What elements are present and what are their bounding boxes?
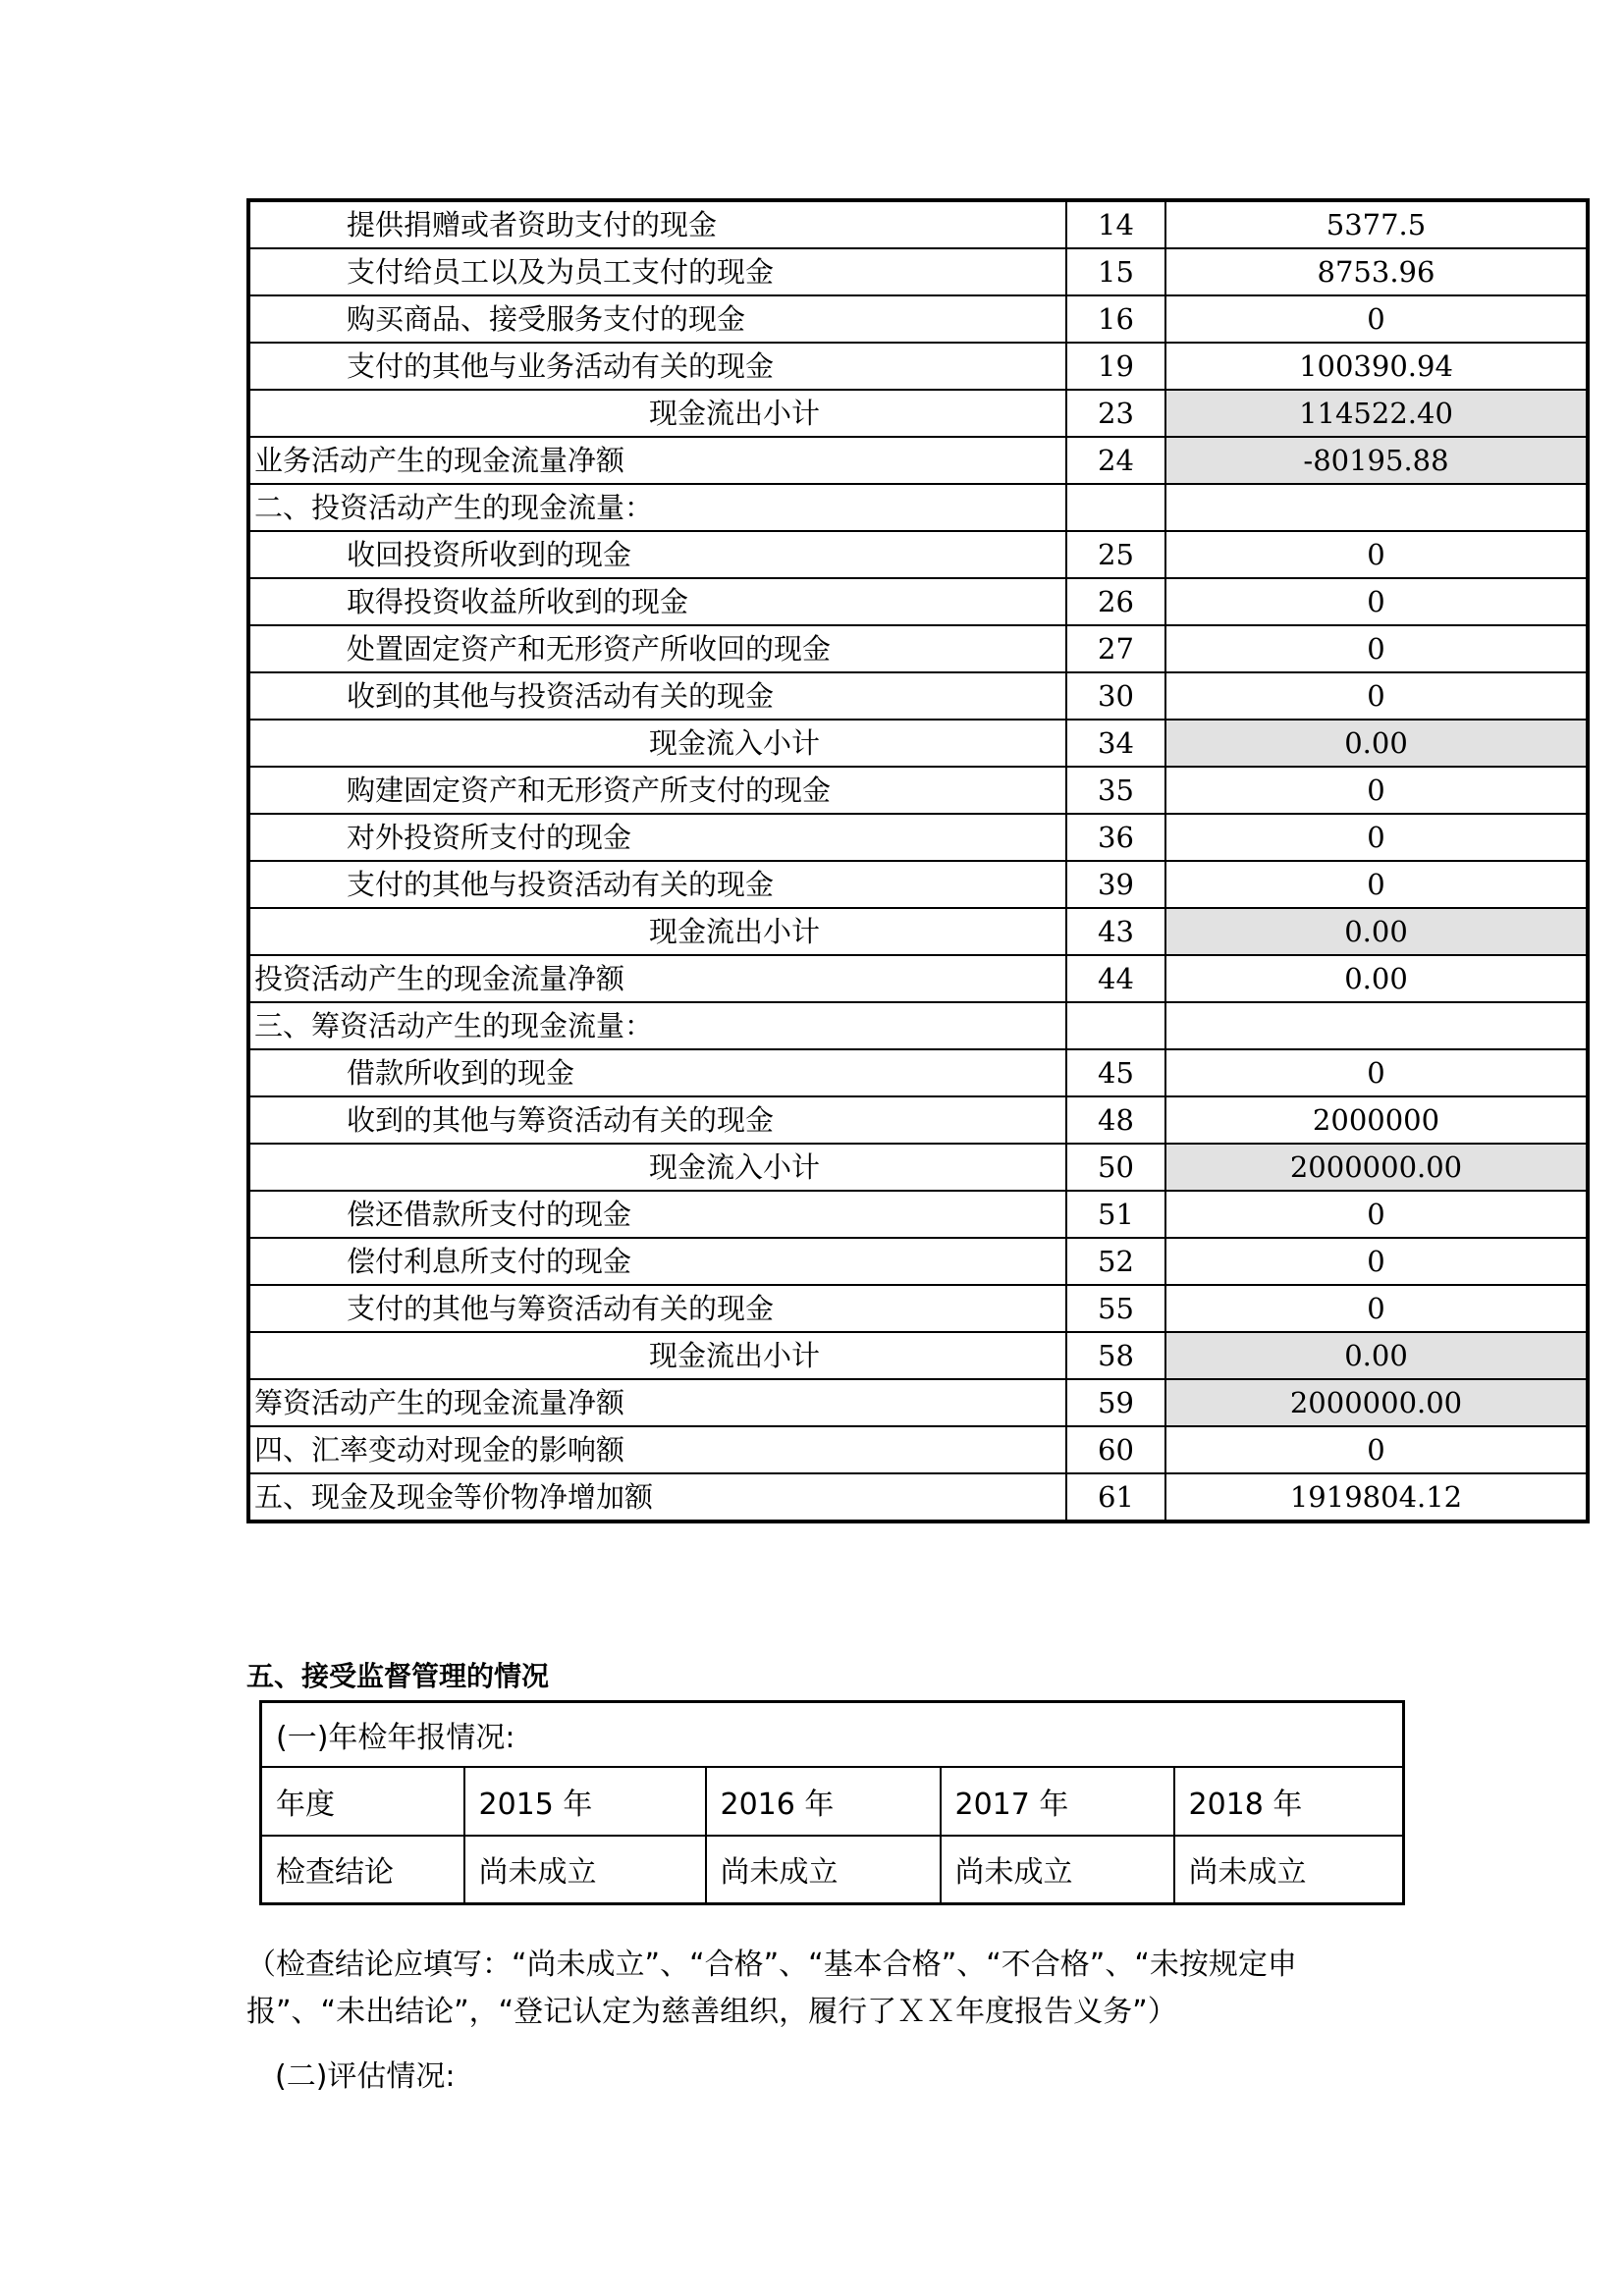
cash-flow-row [248,1049,1588,1096]
annual-review-table [259,1700,1405,1905]
year-cell: 2016 年 [706,1767,941,1836]
item-name: 现金流出小计 [248,1332,1066,1379]
result-cell: 尚未成立 [941,1836,1174,1904]
line-number [1066,1002,1165,1049]
cash-flow-row [248,955,1588,1002]
result-cell: 尚未成立 [706,1836,941,1904]
cash-flow-row [248,814,1588,861]
cash-flow-table [246,198,1590,1523]
line-number: 44 [1066,955,1165,1002]
item-name: 收到的其他与投资活动有关的现金 [248,672,1066,720]
amount: 8753.96 [1165,248,1588,295]
line-number: 50 [1066,1144,1165,1191]
item-name: 业务活动产生的现金流量净额 [248,437,1066,484]
annual-review-heading: (一)年检年报情况: [261,1702,1404,1767]
line-number: 26 [1066,578,1165,625]
item-name: 支付的其他与投资活动有关的现金 [248,861,1066,908]
amount: 100390.94 [1165,343,1588,390]
line-number: 45 [1066,1049,1165,1096]
item-name: 购买商品、接受服务支付的现金 [248,295,1066,343]
item-name: 提供捐赠或者资助支付的现金 [248,200,1066,248]
amount: 0.00 [1165,955,1588,1002]
line-number [1066,484,1165,531]
cash-flow-row [248,437,1588,484]
amount: 0 [1165,531,1588,578]
line-number: 23 [1066,390,1165,437]
review-heading-row [261,1702,1404,1767]
result-cell: 尚未成立 [1174,1836,1404,1904]
amount: 114522.40 [1165,390,1588,437]
line-number: 15 [1066,248,1165,295]
amount: 0.00 [1165,1332,1588,1379]
cash-flow-row [248,1473,1588,1522]
item-name: 筹资活动产生的现金流量净额 [248,1379,1066,1426]
amount: 0 [1165,1426,1588,1473]
amount [1165,1002,1588,1049]
item-name: 支付的其他与筹资活动有关的现金 [248,1285,1066,1332]
cash-flow-row [248,1002,1588,1049]
item-name: 现金流出小计 [248,390,1066,437]
year-label: 年度 [261,1767,464,1836]
amount: 0 [1165,625,1588,672]
line-number: 34 [1066,720,1165,767]
cash-flow-row [248,484,1588,531]
item-name: 支付的其他与业务活动有关的现金 [248,343,1066,390]
amount: -80195.88 [1165,437,1588,484]
evaluation-heading: (二)评估情况: [275,2059,456,2094]
amount: 5377.5 [1165,200,1588,248]
cash-flow-row [248,200,1588,248]
line-number: 35 [1066,767,1165,814]
item-name: 处置固定资产和无形资产所收回的现金 [248,625,1066,672]
line-number: 39 [1066,861,1165,908]
amount: 0 [1165,814,1588,861]
item-name: 现金流入小计 [248,1144,1066,1191]
cash-flow-row [248,531,1588,578]
item-name: 借款所收到的现金 [248,1049,1066,1096]
line-number: 36 [1066,814,1165,861]
line-number: 25 [1066,531,1165,578]
amount: 0 [1165,767,1588,814]
item-name: 偿付利息所支付的现金 [248,1238,1066,1285]
amount: 1919804.12 [1165,1473,1588,1522]
line-number: 60 [1066,1426,1165,1473]
cash-flow-row [248,1096,1588,1144]
amount: 2000000 [1165,1096,1588,1144]
cash-flow-row [248,1285,1588,1332]
cash-flow-row [248,343,1588,390]
year-cell: 2018 年 [1174,1767,1404,1836]
line-number: 55 [1066,1285,1165,1332]
amount: 0 [1165,1191,1588,1238]
item-name: 现金流入小计 [248,720,1066,767]
cash-flow-row [248,861,1588,908]
item-name: 四、汇率变动对现金的影响额 [248,1426,1066,1473]
cash-flow-row [248,625,1588,672]
cash-flow-row [248,1426,1588,1473]
item-name: 支付给员工以及为员工支付的现金 [248,248,1066,295]
cash-flow-row [248,767,1588,814]
year-row [261,1767,1404,1836]
line-number: 16 [1066,295,1165,343]
cash-flow-row [248,720,1588,767]
line-number: 59 [1066,1379,1165,1426]
item-name: 取得投资收益所收到的现金 [248,578,1066,625]
amount: 0 [1165,295,1588,343]
amount: 0 [1165,1238,1588,1285]
cash-flow-row [248,578,1588,625]
cash-flow-row [248,248,1588,295]
section-title: 五、接受监督管理的情况 [246,1660,550,1692]
cash-flow-row [248,1144,1588,1191]
amount [1165,484,1588,531]
line-number: 19 [1066,343,1165,390]
line-number: 30 [1066,672,1165,720]
line-number: 61 [1066,1473,1165,1522]
amount: 0 [1165,672,1588,720]
line-number: 14 [1066,200,1165,248]
cash-flow-row [248,390,1588,437]
review-note: （检查结论应填写：“尚未成立”、“合格”、“基本合格”、“不合格”、“未按规定申报”、“未出结论”，“登记认定为慈善组织，履行了ＸＸ年度报告义务”） [246,1948,1297,2029]
amount: 0.00 [1165,720,1588,767]
item-name: 收回投资所收到的现金 [248,531,1066,578]
amount: 0 [1165,1285,1588,1332]
item-name: 现金流出小计 [248,908,1066,955]
cash-flow-row [248,1332,1588,1379]
item-name: 对外投资所支付的现金 [248,814,1066,861]
result-label: 检查结论 [261,1836,464,1904]
line-number: 27 [1066,625,1165,672]
amount: 0 [1165,861,1588,908]
item-name: 五、现金及现金等价物净增加额 [248,1473,1066,1522]
line-number: 48 [1066,1096,1165,1144]
line-number: 52 [1066,1238,1165,1285]
item-name: 投资活动产生的现金流量净额 [248,955,1066,1002]
line-number: 58 [1066,1332,1165,1379]
amount: 2000000.00 [1165,1379,1588,1426]
cash-flow-row [248,1379,1588,1426]
year-cell: 2017 年 [941,1767,1174,1836]
line-number: 24 [1066,437,1165,484]
cash-flow-body [248,200,1588,1522]
cash-flow-row [248,295,1588,343]
cash-flow-row [248,1191,1588,1238]
amount: 2000000.00 [1165,1144,1588,1191]
item-name: 偿还借款所支付的现金 [248,1191,1066,1238]
line-number: 43 [1066,908,1165,955]
item-name: 购建固定资产和无形资产所支付的现金 [248,767,1066,814]
amount: 0 [1165,578,1588,625]
cash-flow-row [248,672,1588,720]
result-row [261,1836,1404,1904]
cash-flow-row [248,908,1588,955]
line-number: 51 [1066,1191,1165,1238]
year-cell: 2015 年 [464,1767,706,1836]
item-name: 二、投资活动产生的现金流量： [248,484,1066,531]
amount: 0 [1165,1049,1588,1096]
item-name: 三、筹资活动产生的现金流量： [248,1002,1066,1049]
result-cell: 尚未成立 [464,1836,706,1904]
item-name: 收到的其他与筹资活动有关的现金 [248,1096,1066,1144]
amount: 0.00 [1165,908,1588,955]
cash-flow-row [248,1238,1588,1285]
